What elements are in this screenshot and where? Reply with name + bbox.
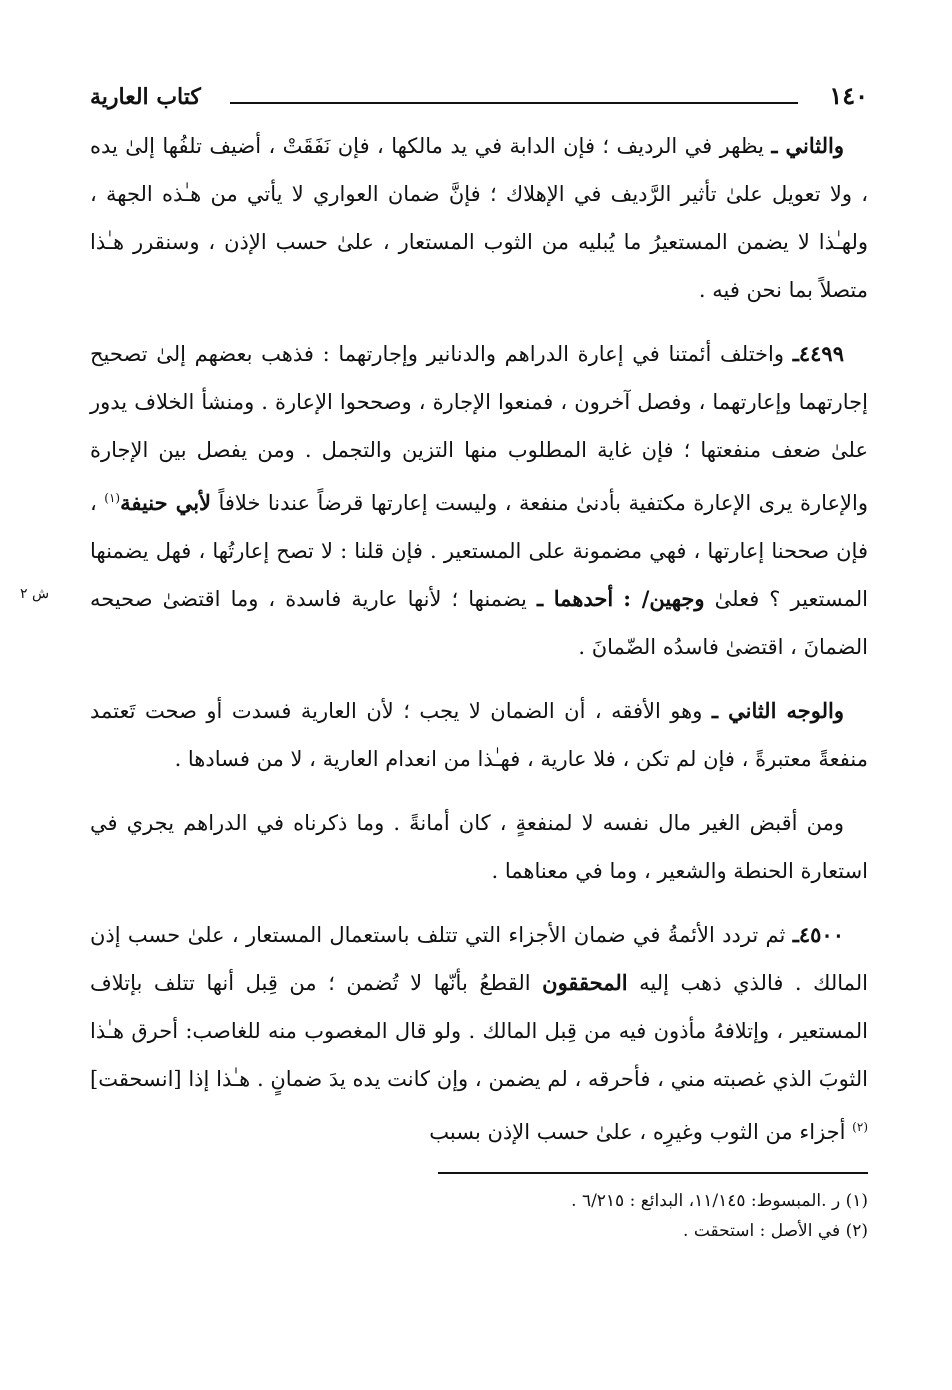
scholar-name: لأبي حنيفة	[120, 490, 212, 515]
section-number: ٤٤٩٩ـ	[792, 341, 844, 366]
paragraph-lead: والوجه الثاني ـ	[711, 698, 844, 723]
footnote-rule	[438, 1172, 868, 1174]
paragraph-5	[90, 911, 868, 1156]
footnote-marker: (٢)	[852, 1120, 868, 1134]
paragraph-text: ثم تردد الأئمةُ في ضمان الأجزاء التي تتلف باستعمال المستعار ، علىٰ حسب إذن المالك . فالذي ذهب إليه	[90, 923, 868, 995]
main-text	[20, 122, 868, 1156]
paragraph-text: القطعُ بأنّها لا تُضمن ؛ من قِبل أنها تتلف بإتلاف المستعير ، وإتلافهُ مأذون فيه من قِبل المالك . ولو قال المغصوب منه للغاصب: أحرق هـٰذا الثوبَ الذي غصبته مني ، فأحرقه ، لم يضمن ، وإن كانت يده يدَ ضمانٍ . هـٰذا إذا [انسحقت]	[90, 971, 868, 1091]
footnote-number: (٢)	[845, 1221, 868, 1241]
book-page	[20, 78, 868, 1246]
margin-note: ش ٢	[20, 586, 50, 602]
bold-phrase: وجهين/ :	[623, 586, 705, 611]
footnote-marker: (١)	[104, 491, 121, 505]
paragraph-text: يضمنها ؛ لأنها عارية فاسدة ، وما اقتضىٰ صحيحه الضمانَ ، اقتضىٰ فاسدُه الضّمانَ .	[90, 587, 868, 659]
bold-phrase: المحققون	[542, 970, 628, 995]
paragraph-text: يظهر في الرديف ؛ فإن الدابة في يد مالكها ، فإن نَفَقَتْ ، أضيف تلفُها إلىٰ يده ، ولا تعويل علىٰ تأثير الرَّديف في الإهلاك ؛ فإنَّ ضمان العواري لا يأتي من هـٰذه الجهة ، ولهـٰذا لا يضمن المستعيرُ ما يُبليه من الثوب المستعار ، علىٰ حسب الإذن ، وسنقرر هـٰذا متصلاً بما نحن فيه .	[90, 134, 868, 302]
paragraph-1	[90, 122, 868, 314]
footnotes	[90, 1186, 868, 1246]
page-number: ١٤٠	[829, 81, 868, 110]
paragraph-lead: والثاني ـ	[771, 133, 844, 158]
paragraph-text: ، فإن صححنا إعارتها ، فهي مضمونة على المستعير . فإن قلنا : لا تصح إعارتُها ، فهل يضمنها المستعير ؟ فعلىٰ	[90, 491, 868, 611]
paragraph-3	[90, 687, 868, 783]
paragraph-text: أجزاء من الثوب وغيرِه ، علىٰ حسب الإذن بسبب	[429, 1120, 846, 1144]
paragraph-2	[20, 330, 868, 671]
footnote-text: ر .المبسوط: ١١/١٤٥، البدائع : ٦/٢١٥ .	[571, 1191, 841, 1211]
running-title: كتاب العارية	[90, 84, 201, 110]
paragraph-4	[90, 799, 868, 895]
paragraph-text: واختلف أئمتنا في إعارة الدراهم والدنانير وإجارتهما : فذهب بعضهم إلىٰ تصحيح إجارتهما وإعارتهما ، وفصل آخرون ، فمنعوا الإجارة ، وصححوا الإعارة . ومنشأ الخلاف يدور علىٰ ضعف منفعتها ؛ فإن غاية المطلوب منها التزين والتجمل . ومن يفصل بين الإجارة والإعارة يرى الإعارة مكتفية بأدنىٰ منفعة ، وليست إعارتها قرضاً عندنا خلافاً	[90, 342, 868, 515]
bold-phrase: أحدهما ـ	[536, 586, 614, 611]
paragraph-text: ومن أقبض الغير مال نفسه لا لمنفعةٍ ، كان أمانةً . وما ذكرناه في الدراهم يجري في استعارة الحنطة والشعير ، وما في معناهما .	[90, 811, 868, 883]
section-number: ٤٥٠٠ـ	[792, 922, 844, 947]
footnote-2	[90, 1216, 868, 1246]
footnote-1	[90, 1186, 868, 1216]
page-header	[90, 78, 868, 114]
footnote-number: (١)	[845, 1191, 868, 1211]
header-rule	[230, 102, 798, 104]
paragraph-text: وهو الأفقه ، أن الضمان لا يجب ؛ لأن العارية فسدت أو صحت تَعتمد منفعةً معتبرةً ، فإن لم تكن ، فلا عارية ، فهـٰذا من انعدام العارية ، لا من فسادها .	[90, 699, 868, 771]
footnote-text: في الأصل : استحقت .	[683, 1221, 841, 1241]
